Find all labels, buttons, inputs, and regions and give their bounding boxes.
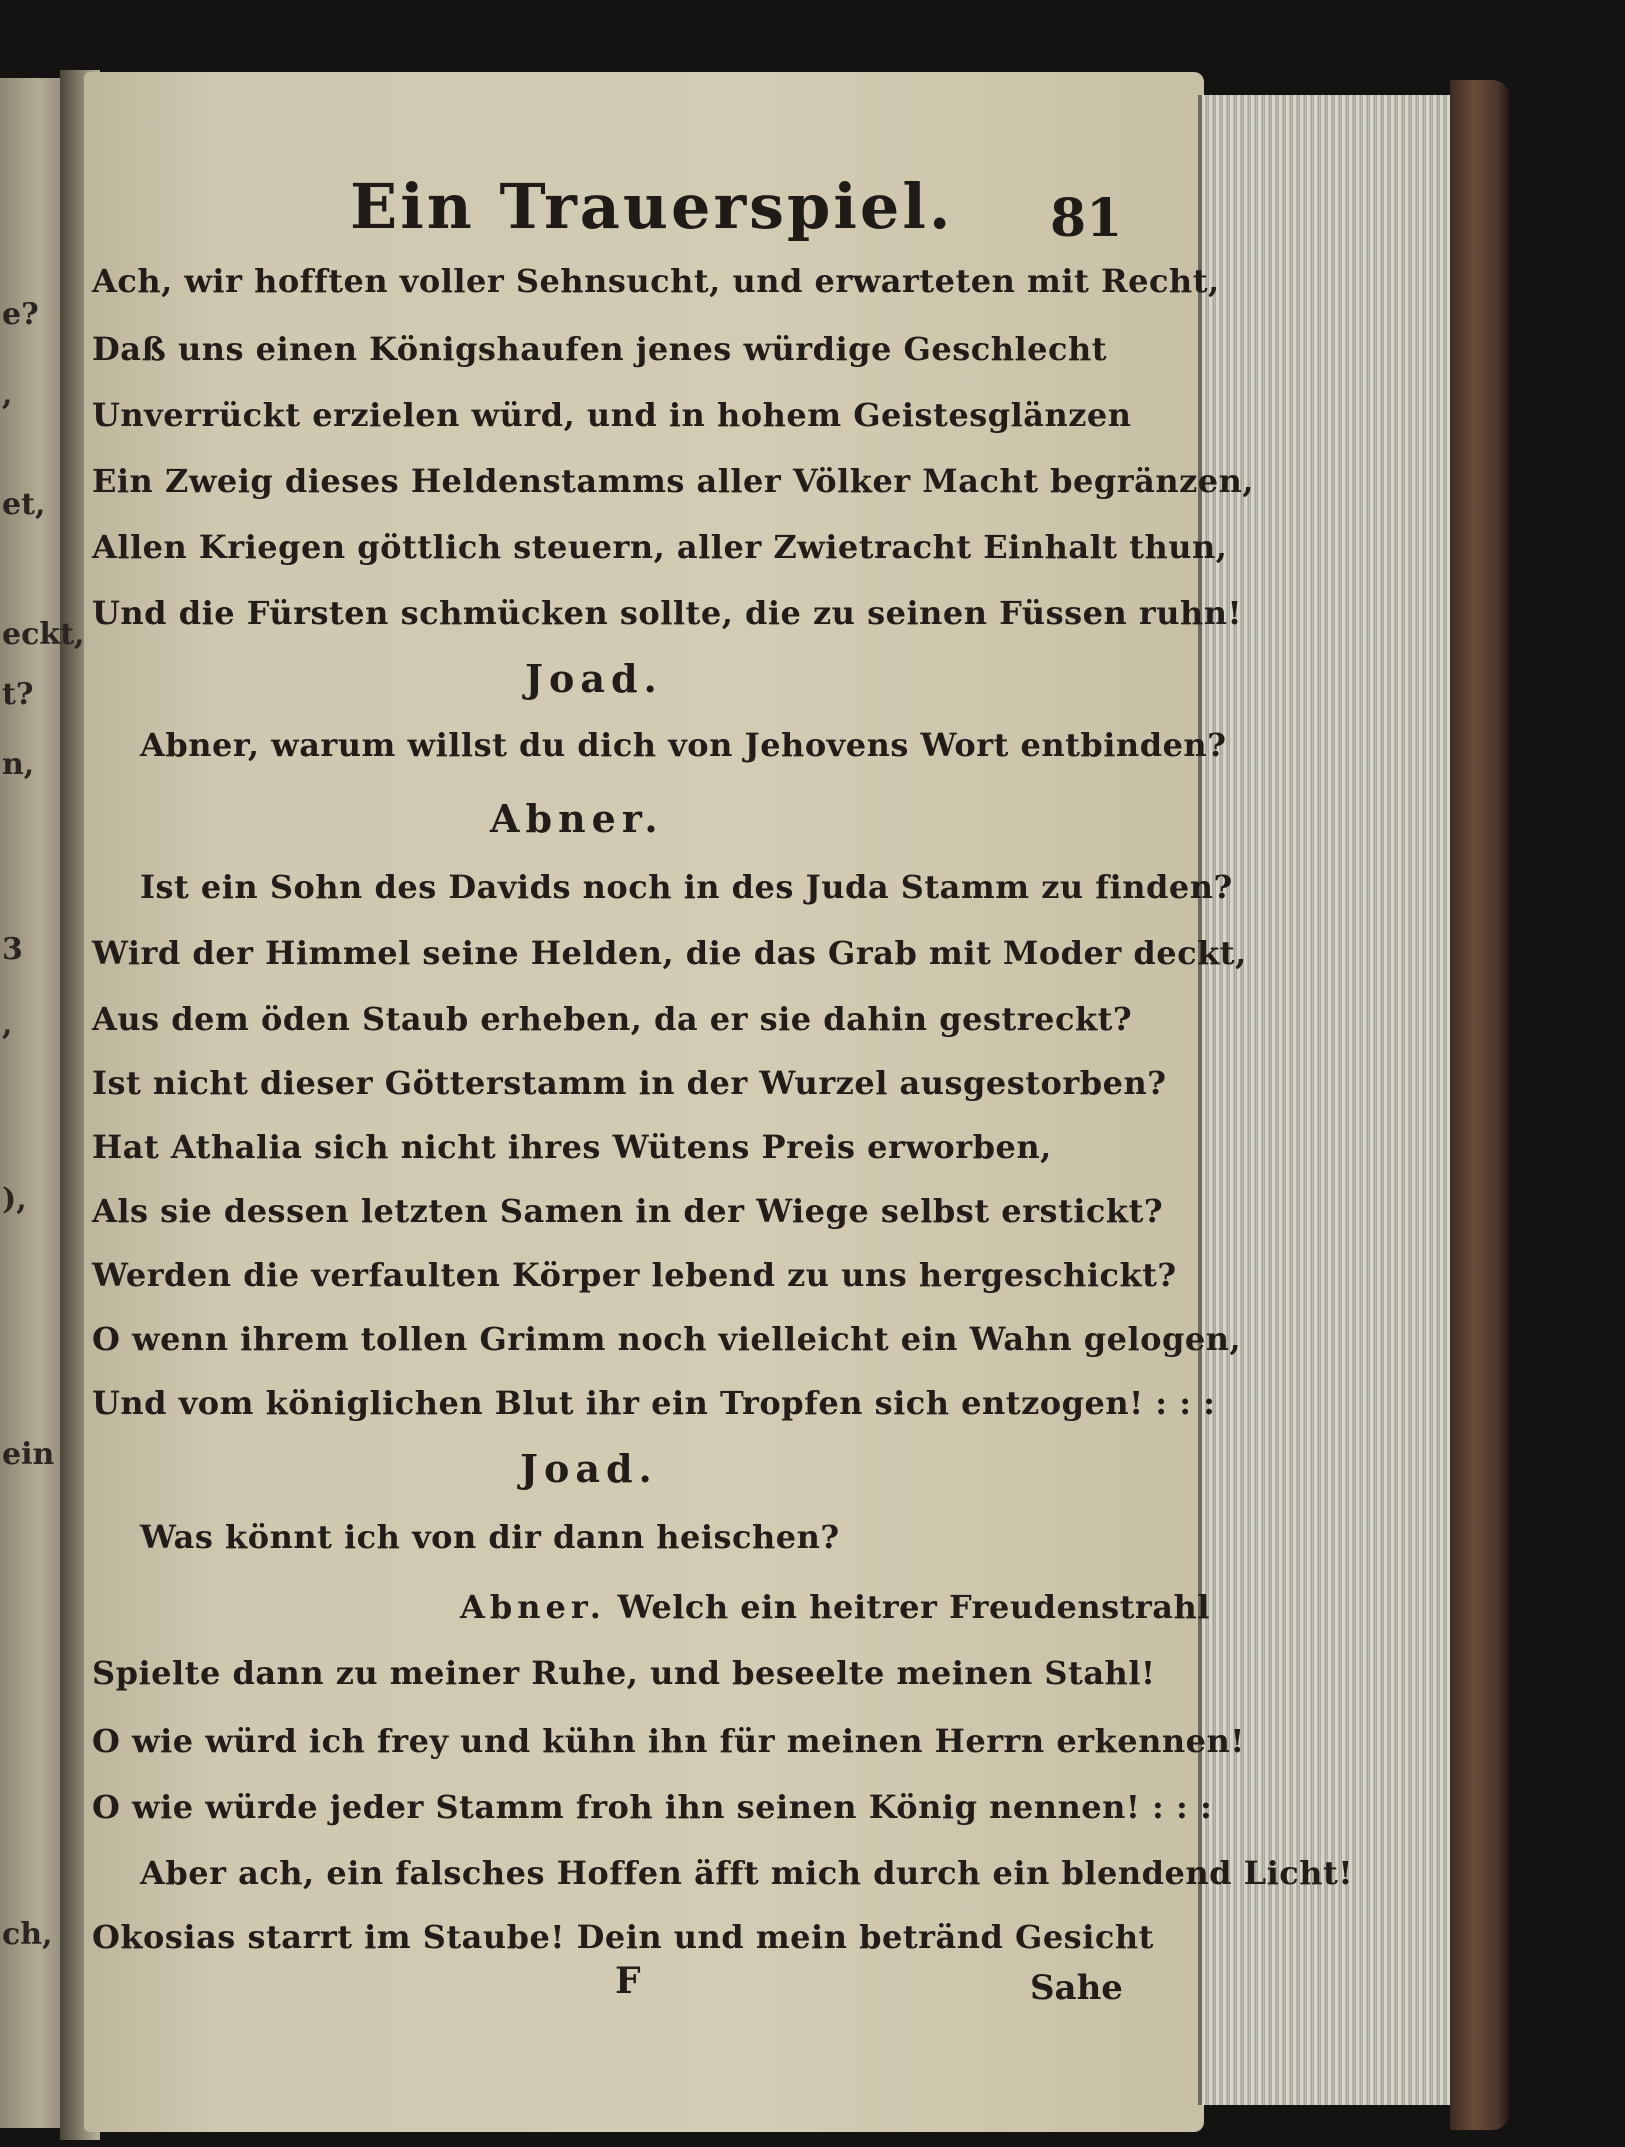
- text-line: Allen Kriegen göttlich steuern, aller Zwietracht Einhalt thun,: [92, 528, 1228, 566]
- left-fragment: ,: [2, 1007, 13, 1042]
- text-line: O wie würde jeder Stamm froh ihn seinen König nennen! : : :: [92, 1788, 1213, 1826]
- text-line: Was könnt ich von dir dann heischen?: [140, 1518, 840, 1556]
- text-line: Und die Fürsten schmücken sollte, die zu seinen Füssen ruhn!: [92, 594, 1243, 632]
- text-line: Als sie dessen letzten Samen in der Wiege selbst erstickt?: [92, 1192, 1164, 1230]
- text-line: O wie würd ich frey und kühn ihn für meinen Herrn erkennen!: [92, 1722, 1245, 1760]
- text-line: Ein Zweig dieses Heldenstamms aller Völker Macht begränzen,: [92, 462, 1255, 500]
- text-line: Aus dem öden Staub erheben, da er sie dahin gestreckt?: [92, 1000, 1133, 1038]
- left-fragment: et,: [2, 487, 46, 522]
- text-line: Daß uns einen Königshaufen jenes würdige Geschlecht: [92, 330, 1108, 368]
- left-fragment: ),: [2, 1182, 27, 1217]
- text-line: Hat Athalia sich nicht ihres Wütens Preis erworben,: [92, 1128, 1052, 1166]
- speaker-heading: Abner.: [490, 796, 664, 841]
- speaker-heading: Joad.: [525, 656, 663, 701]
- left-fragment: t?: [2, 677, 34, 712]
- text-line: Ach, wir hofften voller Sehnsucht, und erwarteten mit Recht,: [92, 262, 1220, 300]
- left-fragment: ,: [2, 377, 13, 412]
- catchword: Sahe: [1030, 1968, 1123, 2008]
- text-line: Ist ein Sohn des Davids noch in des Juda Stamm zu finden?: [140, 868, 1233, 906]
- text-line: Okosias starrt im Staube! Dein und mein betränd Gesicht: [92, 1918, 1154, 1956]
- speaker-heading: Joad.: [520, 1446, 658, 1491]
- left-fragment: ein: [2, 1437, 55, 1472]
- text-line: Unverrückt erzielen würd, und in hohem Geistesglänzen: [92, 396, 1132, 434]
- left-fragment: n,: [2, 747, 35, 782]
- signature-mark: F: [615, 1960, 641, 2002]
- text-line: Werden die verfaulten Körper lebend zu uns hergeschickt?: [92, 1256, 1177, 1294]
- text-inline: Welch ein heitrer Freudenstrahl: [617, 1588, 1210, 1626]
- text-line: Abner, warum willst du dich von Jehovens Wort entbinden?: [140, 726, 1227, 764]
- text-line: Aber ach, ein falsches Hoffen äfft mich durch ein blendend Licht!: [140, 1854, 1353, 1892]
- running-header-title: Ein Trauerspiel.: [350, 170, 954, 243]
- page-number: 81: [1050, 188, 1123, 249]
- speaker-inline: Abner.: [460, 1588, 606, 1626]
- page-edges: [1198, 95, 1460, 2105]
- left-fragment: 3: [2, 932, 23, 967]
- left-fragment: e?: [2, 297, 39, 332]
- book-cover: [1450, 80, 1510, 2130]
- left-fragment: ch,: [2, 1917, 53, 1952]
- speaker-inline-line: [460, 1588, 1210, 1626]
- text-line: Ist nicht dieser Götterstamm in der Wurzel ausgestorben?: [92, 1064, 1167, 1102]
- text-line: Wird der Himmel seine Helden, die das Grab mit Moder deckt,: [92, 934, 1247, 972]
- text-line: Und vom königlichen Blut ihr ein Tropfen sich entzogen! : : :: [92, 1384, 1216, 1422]
- left-fragment: eckt,: [2, 617, 85, 652]
- text-line: Spielte dann zu meiner Ruhe, und beseelte meinen Stahl!: [92, 1654, 1156, 1692]
- text-line: O wenn ihrem tollen Grimm noch vielleicht ein Wahn gelogen,: [92, 1320, 1242, 1358]
